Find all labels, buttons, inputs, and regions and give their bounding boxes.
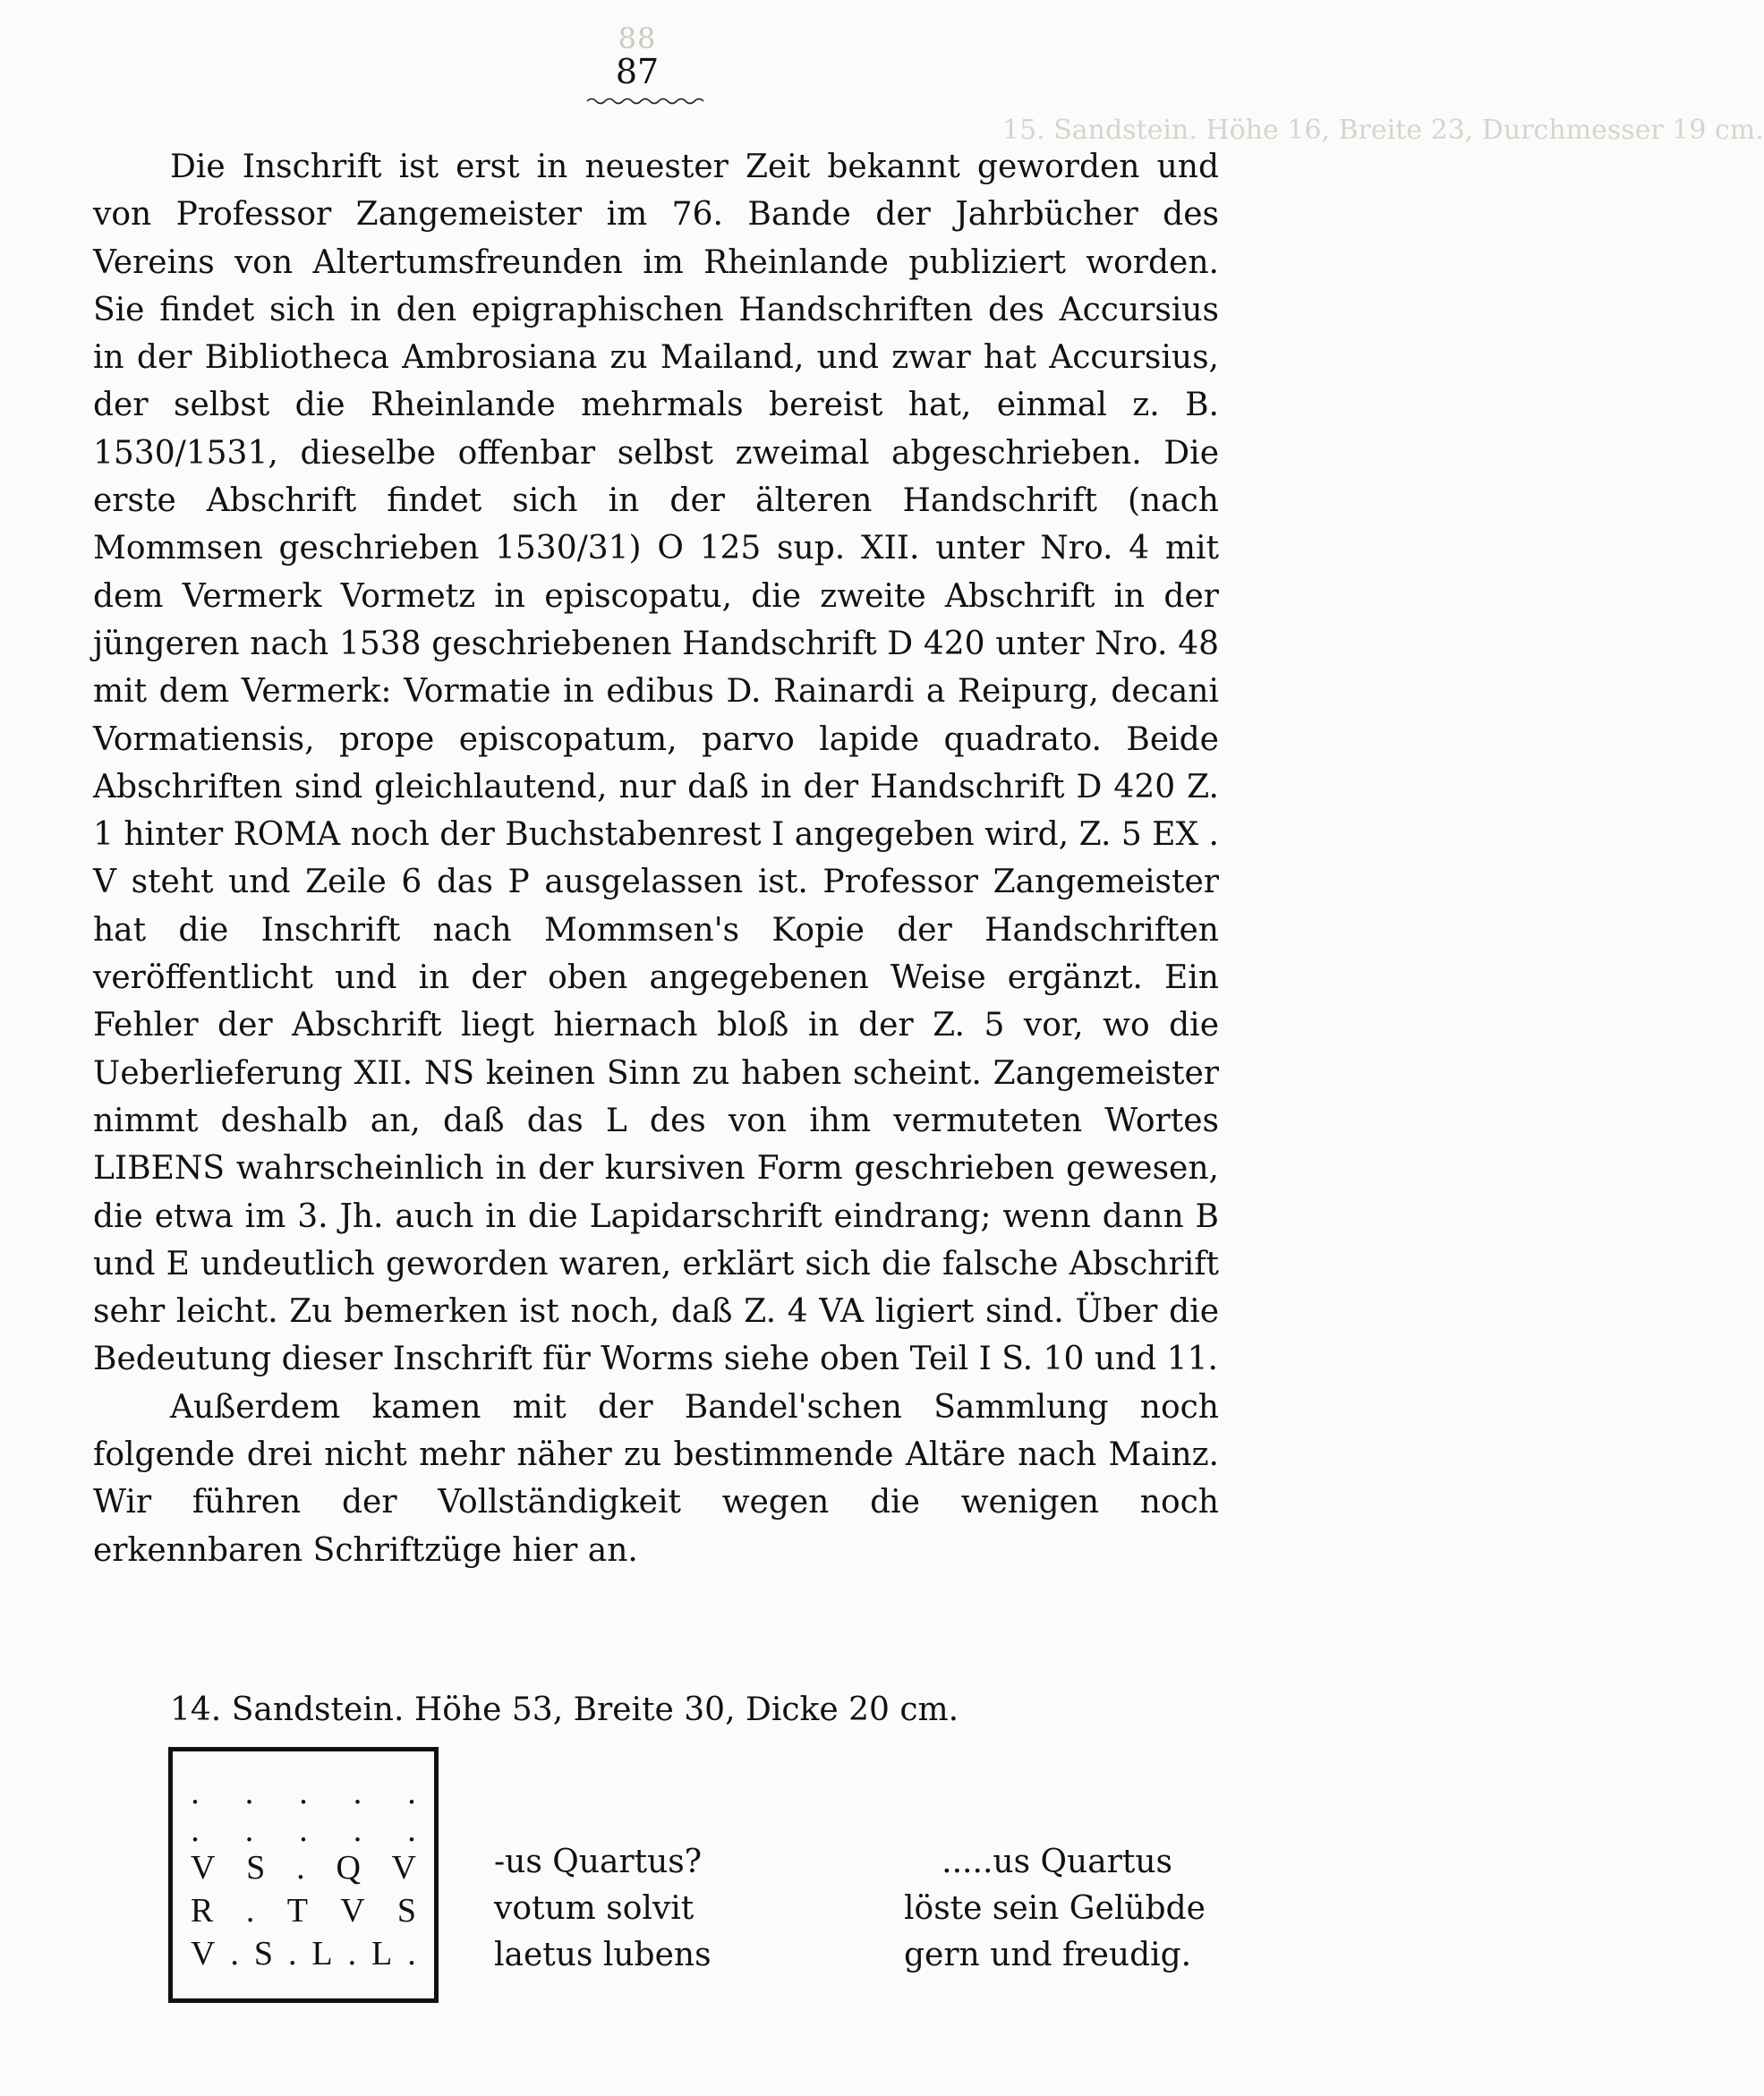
german-translation-line: gern und freudig. (904, 1937, 1192, 1973)
paragraph-2: Außerdem kamen mit der Bandel'schen Sammlung noch folgende drei nicht mehr näher zu bestimmende Altäre nach Mainz. Wir führen der Vollständigkeit wegen die wenigen noch erkennbaren Schriftzüge hier an. (93, 1388, 1219, 1569)
body-text (93, 143, 1219, 1574)
german-translation (904, 1839, 1206, 1979)
latin-reading-line: votum solvit (494, 1890, 695, 1927)
paragraph-1: Die Inschrift ist erst in neuester Zeit bekannt geworden und von Professor Zangemeister im 76. Bande der Jahrbücher des Vereins von Altertumsfreunden im Rheinlande publiziert worden. Sie findet sich in den epigraphischen Handschriften des Accursius in der Bibliotheca Ambrosiana zu Mailand, und zwar hat Accursius, der selbst die Rheinlande mehrmals bereist hat, einmal z. B. 1530/1531, dieselbe offenbar selbst zweimal abgeschrieben. Die erste Abschrift findet sich in der älteren Handschrift (nach Mommsen geschrieben 1530/31) O 125 sup. XII. unter Nro. 4 mit dem Vermerk Vormetz in episcopatu, die zweite Abschrift in der jüngeren nach 1538 geschriebenen Handschrift D 420 unter Nro. 48 mit dem Vermerk: Vormatie in edibus D. Rainardi a Reipurg, decani Vormatiensis, prope episcopatum, parvo lapide quadrato. Beide Abschriften sind gleichlautend, nur daß in der Handschrift D 420 Z. 1 hinter ROMA noch der Buchstabenrest I angegeben wird, Z. 5 EX . V steht und Zeile 6 das P ausgelassen ist. Professor Zangemeister hat die Inschrift nach Mommsen's Kopie der Handschriften veröffentlicht und in der oben angegebenen Weise ergänzt. Ein Fehler der Abschrift liegt hiernach bloß in der Z. 5 vor, wo die Ueberlieferung XII. NS keinen Sinn zu haben scheint. Zangemeister nimmt deshalb an, daß das L des von ihm vermuteten Wortes LIBENS wahrscheinlich in der kursiven Form geschrieben gewesen, die etwa im 3. Jh. auch in die Lapidarschrift eindrang; wenn dann B und E undeutlich geworden waren, erklärt sich die falsche Abschrift sehr leicht. Zu bemerken ist noch, daß Z. 4 VA ligiert sind. Über die Bedeutung dieser Inschrift für Worms siehe oben Teil I S. 10 und 11. (93, 149, 1219, 1378)
item-14-heading: 14. Sandstein. Höhe 53, Breite 30, Dicke 20 cm. (170, 1691, 959, 1728)
german-translation-line: löste sein Gelübde (904, 1890, 1206, 1927)
latin-reading-line: laetus lubens (494, 1937, 712, 1973)
inscription-box (168, 1747, 439, 2003)
inscription-line-1: . . . . . (191, 1774, 416, 1811)
inscription-line-4: R . T V S (191, 1892, 416, 1930)
page-number-ornament (587, 97, 707, 106)
latin-reading-line: -us Quartus? (494, 1844, 703, 1880)
inscription-line-5: V . S . L . L . (191, 1935, 416, 1972)
inscription-line-3: V S . Q V (191, 1849, 416, 1887)
latin-reading (494, 1839, 712, 1979)
page-number: 87 (615, 52, 660, 91)
inscription-line-2: . . . . . (191, 1811, 416, 1849)
ghost-running-text: 15. Sandstein. Höhe 16, Breite 23, Durchmesser 19 cm. (1002, 115, 1764, 146)
german-translation-line: .....us Quartus (942, 1844, 1172, 1880)
ghost-page-number: 88 (618, 21, 657, 55)
